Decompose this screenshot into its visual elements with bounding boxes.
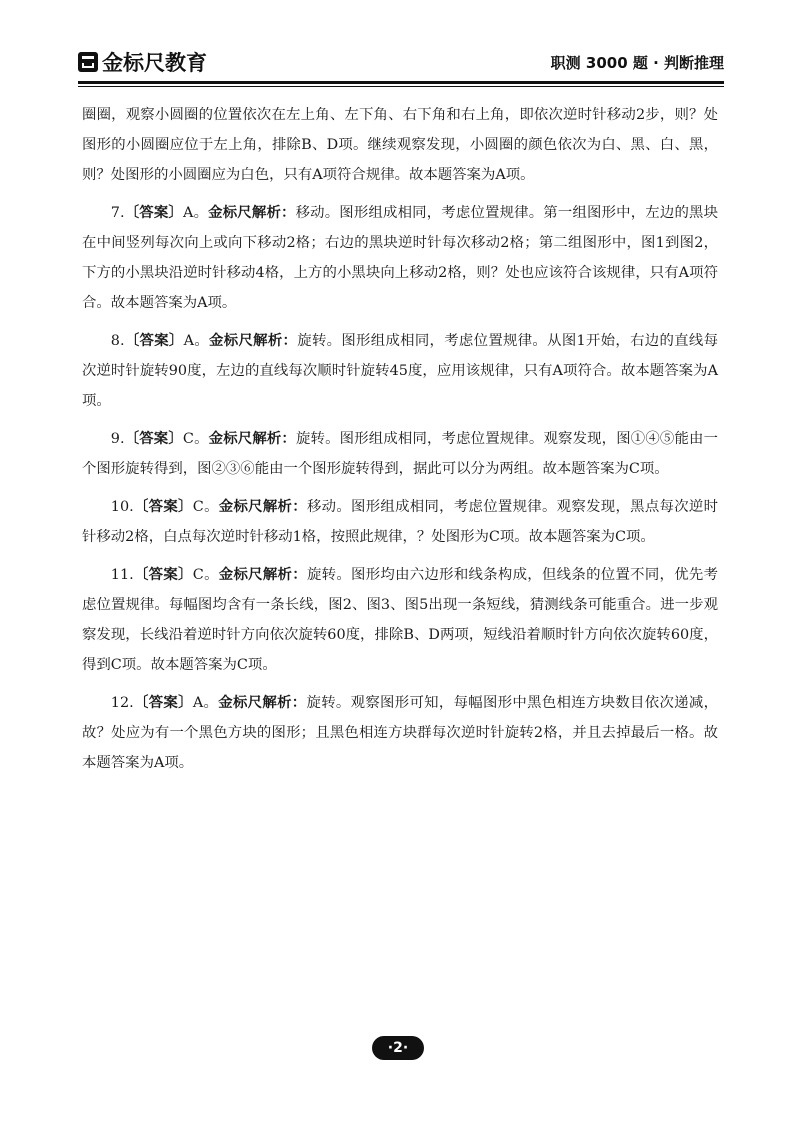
answer-item-9 bbox=[82, 424, 718, 484]
answer-value: A。 bbox=[183, 205, 209, 221]
answer-label: 〔答案〕 bbox=[124, 333, 184, 349]
paragraph-text: 圈圈，观察小圆圈的位置依次在左上角、左下角、右下角和右上角，即依次逆时针移动2步，则？处图形的小圆圈应位于左上角，排除B、D项。继续观察发现，小圆圈的颜色依次为白、黑、白、黑，则？处图形的小圆圈应为白色，只有A项符合规律。故本题答案为A项。 bbox=[82, 107, 718, 183]
page-number: ·2· bbox=[372, 1036, 424, 1060]
analysis-text: 移动。图形组成相同，考虑位置规律。观察发现，黑点每次逆时针移动2格，白点每次逆时针移动1格，按照此规律，？处图形为C项。故本题答案为C项。 bbox=[82, 499, 718, 545]
answer-label: 〔答案〕 bbox=[133, 695, 193, 711]
analysis-label: 金标尺解析： bbox=[208, 205, 296, 221]
header-rule-thin bbox=[78, 86, 724, 87]
book-title: 职测 3000 题 · 判断推理 bbox=[550, 53, 724, 72]
continued-paragraph bbox=[82, 100, 718, 190]
analysis-label: 金标尺解析： bbox=[218, 499, 307, 515]
item-number: 7. bbox=[110, 205, 125, 221]
answer-label: 〔答案〕 bbox=[133, 499, 193, 515]
analysis-label: 金标尺解析： bbox=[218, 567, 307, 583]
item-number: 12. bbox=[110, 695, 134, 711]
analysis-text: 移动。图形组成相同，考虑位置规律。第一组图形中，左边的黑块在中间竖列每次向上或向下移动2格；右边的黑块逆时针每次移动2格；第二组图形中，图1到图2，下方的小黑块沿逆时针移动4格，上方的小黑块向上移动2格，则？处也应该符合该规律，只有A项符合。故本题答案为A项。 bbox=[82, 205, 718, 311]
analysis-text: 旋转。图形组成相同，考虑位置规律。从图1开始，右边的直线每次逆时针旋转90度，左边的直线每次顺时针旋转45度，应用该规律，只有A项符合。故本题答案为A项。 bbox=[82, 333, 718, 409]
item-number: 8. bbox=[110, 333, 125, 349]
answer-item-10 bbox=[82, 492, 718, 552]
answer-value: A。 bbox=[183, 333, 210, 349]
answer-value: C。 bbox=[192, 567, 219, 583]
answer-label: 〔答案〕 bbox=[124, 431, 183, 447]
answer-item-7 bbox=[82, 198, 718, 318]
brand-logo-icon bbox=[78, 52, 98, 72]
answer-item-11 bbox=[82, 560, 718, 680]
answer-item-8 bbox=[82, 326, 718, 416]
analysis-text: 旋转。观察图形可知，每幅图形中黑色相连方块数目依次递减，故？处应为有一个黑色方块的图形；且黑色相连方块群每次逆时针旋转2格，并且去掉最后一格。故本题答案为A项。 bbox=[82, 695, 718, 771]
answer-explanations bbox=[82, 100, 718, 786]
answer-value: C。 bbox=[192, 499, 219, 515]
item-number: 9. bbox=[110, 431, 125, 447]
answer-value: A。 bbox=[192, 695, 219, 711]
analysis-text: 旋转。图形组成相同，考虑位置规律。观察发现，图①④⑤能由一个图形旋转得到，图②③⑥能由一个图形旋转得到，据此可以分为两组。故本题答案为C项。 bbox=[82, 431, 718, 477]
answer-value: C。 bbox=[182, 431, 209, 447]
analysis-text: 旋转。图形均由六边形和线条构成，但线条的位置不同，优先考虑位置规律。每幅图均含有一条长线，图2、图3、图5出现一条短线，猜测线条可能重合。进一步观察发现，长线沿着逆时针方向依次旋转60度，排除B、D两项，短线沿着顺时针方向依次旋转60度，得到C项。故本题答案为C项。 bbox=[82, 567, 718, 673]
answer-label: 〔答案〕 bbox=[133, 567, 193, 583]
header-rule-thick bbox=[78, 81, 724, 84]
answer-item-12 bbox=[82, 688, 718, 778]
analysis-label: 金标尺解析： bbox=[218, 695, 307, 711]
brand-name: 金标尺教育 bbox=[102, 51, 207, 75]
page-header bbox=[78, 44, 724, 80]
item-number: 11. bbox=[110, 567, 134, 583]
analysis-label: 金标尺解析： bbox=[209, 333, 298, 349]
answer-label: 〔答案〕 bbox=[124, 205, 183, 221]
brand-logo bbox=[78, 47, 207, 77]
analysis-label: 金标尺解析： bbox=[208, 431, 296, 447]
item-number: 10. bbox=[110, 499, 134, 515]
